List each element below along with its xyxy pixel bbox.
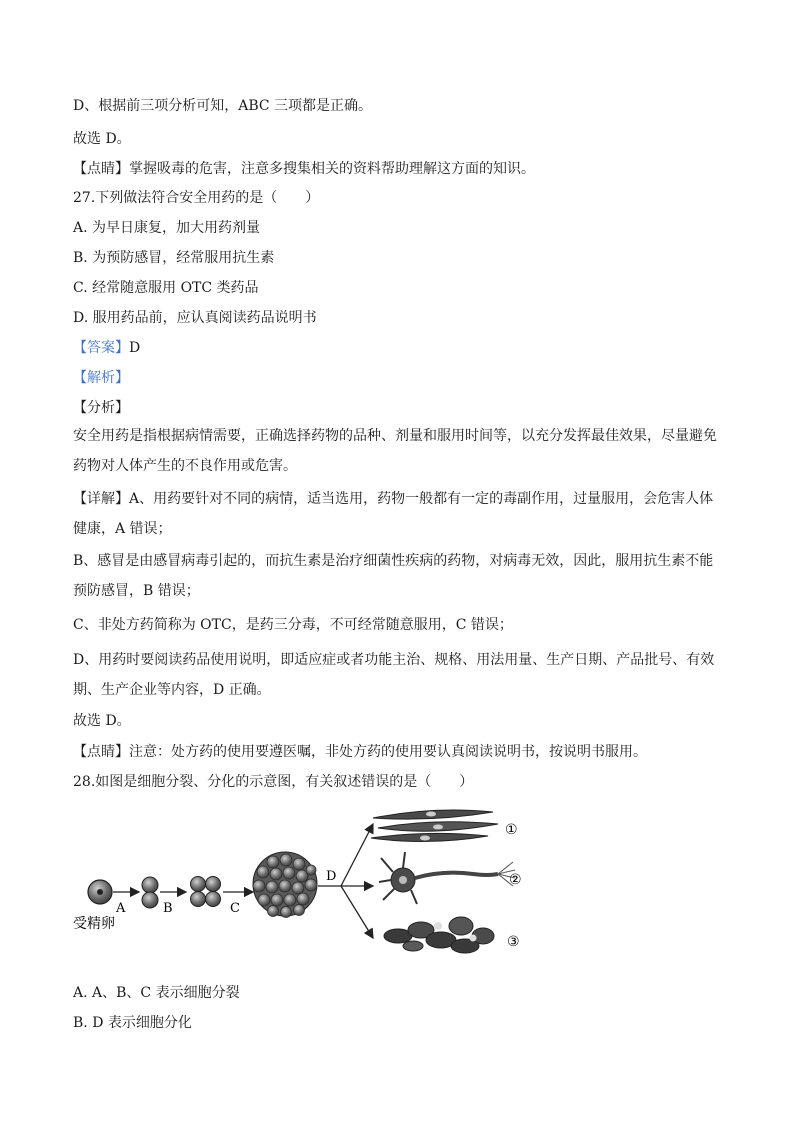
marker-1: ① [505, 822, 518, 838]
zygote-label: 受精卵 [73, 916, 115, 932]
arrow-a-label: A [116, 901, 126, 916]
neuron-cell [379, 852, 515, 904]
q27-stem: 27.下列做法符合安全用药的是（ ） [73, 190, 320, 206]
muscle-cells [371, 810, 498, 842]
q27-detail-line-1: 【详解】A、用药要针对不同的病情，适当选用，药物一般都有一定的毒副作用，过量服用，会危害人体 [73, 491, 714, 507]
q27-detail-line-7: 期、生产企业等内容，D 正确。 [73, 682, 271, 698]
q27-answer [73, 338, 140, 358]
q27-option-a: A. 为早日康复，加大用药剂量 [73, 220, 261, 236]
arrow-d-down [341, 886, 373, 938]
answer-label: 【答案】 [73, 340, 129, 356]
q28-stem: 28.如图是细胞分裂、分化的示意图，有关叙述错误的是（ ） [73, 774, 474, 790]
q27-option-d: D. 服用药品前，应认真阅读药品说明书 [73, 310, 317, 326]
q27-option-b: B. 为预防感冒，经常服用抗生素 [73, 250, 275, 266]
prev-tip: 【点睛】掌握吸毒的危害，注意多搜集相关的资料帮助理解这方面的知识。 [73, 161, 535, 177]
q27-detail-line-6: D、用药时要阅读药品使用说明，即适应症或者功能主治、规格、用法用量、生产日期、产品批号、有效 [73, 652, 715, 668]
q27-analysis-label: 【解析】 [73, 370, 129, 386]
prev-option-d: D、根据前三项分析可知，ABC 三项都是正确。 [73, 98, 373, 114]
arrow-c-label: C [230, 901, 240, 916]
q27-option-c: C. 经常随意服用 OTC 类药品 [73, 280, 259, 296]
four-cell-stage [191, 877, 221, 907]
marker-3: ③ [507, 934, 520, 950]
q28-option-b: B. D 表示细胞分化 [73, 1015, 192, 1031]
q27-tip: 【点睛】注意：处方药的使用要遵医嘱，非处方药的使用要认真阅读说明书，按说明书服用。 [73, 744, 647, 760]
arrow-d-up [341, 824, 373, 886]
q27-fenxi-label: 【分析】 [73, 400, 129, 416]
arrow-b-label: B [163, 901, 173, 916]
answer-value: D [129, 340, 141, 356]
zygote-cell [88, 880, 112, 904]
two-cell-stage [142, 877, 158, 908]
q27-fenxi-line-2: 药物对人体产生的不良作用或危害。 [73, 458, 297, 474]
q27-detail-line-4: 预防感冒，B 错误； [73, 583, 200, 599]
prev-choose: 故选 D。 [73, 131, 131, 147]
marker-2: ② [509, 872, 522, 888]
q27-choose: 故选 D。 [73, 713, 131, 729]
arrow-d-label: D [326, 869, 337, 884]
cell-division-diagram [73, 800, 533, 960]
cell-mass [253, 852, 317, 918]
q27-detail-line-3: B、感冒是由感冒病毒引起的，而抗生素是治疗细菌性疾病的药物，对病毒无效，因此，服用抗生素不能 [73, 553, 714, 569]
q28-option-a: A. A、B、C 表示细胞分裂 [73, 985, 240, 1001]
q27-detail-line-5: C、非处方药简称为 OTC，是药三分毒，不可经常随意服用，C 错误； [73, 617, 513, 633]
blood-cells [384, 917, 494, 953]
q27-detail-line-2: 健康，A 错误； [73, 521, 172, 537]
q27-fenxi-line-1: 安全用药是指根据病情需要，正确选择药物的品种、剂量和服用时间等，以充分发挥最佳效果，尽量避免 [73, 428, 717, 444]
